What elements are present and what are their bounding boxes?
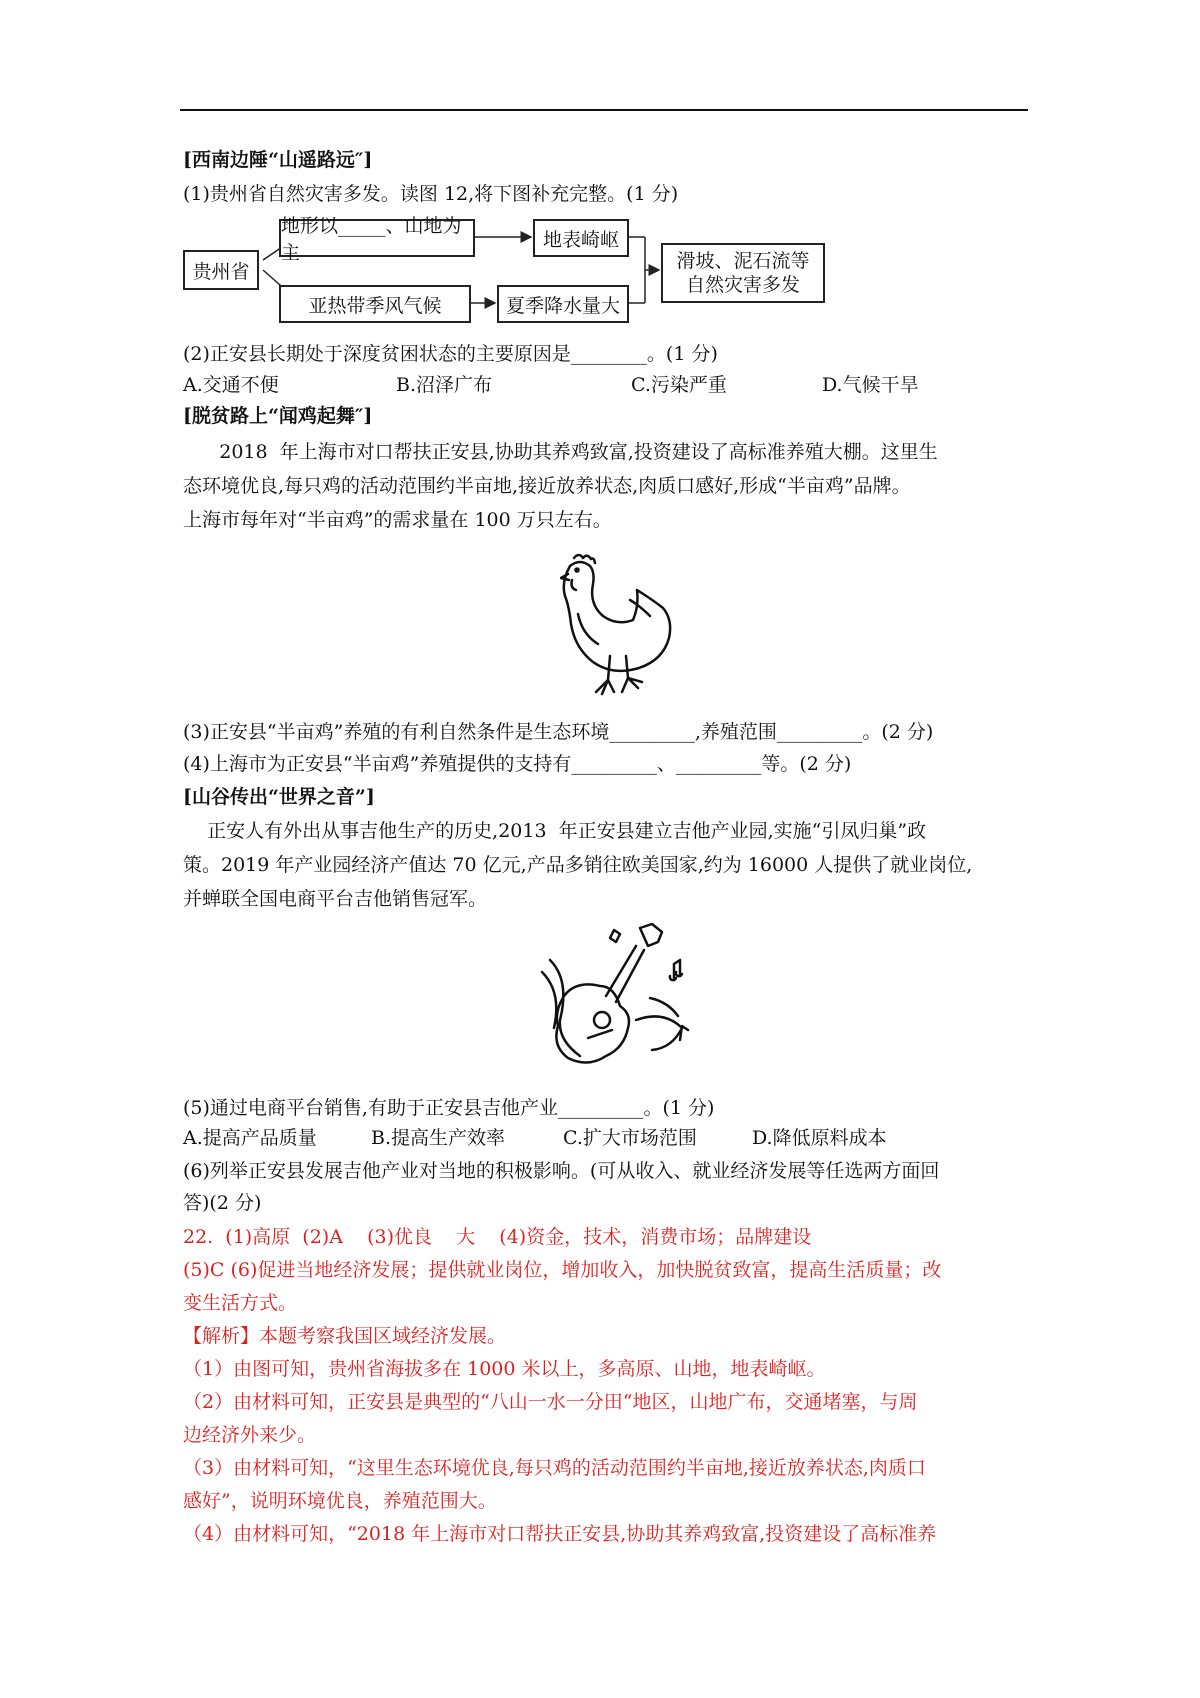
- analysis-4-line-1: （4）由材料可知，“2018 年上海市对口帮扶正安县,协助其养鸡致富,投资建设了高标准养: [183, 1523, 937, 1545]
- sec2-para-line-1: 2018 年上海市对口帮扶正安县,协助其养鸡致富,投资建设了高标准养殖大棚。这里生: [183, 441, 938, 463]
- analysis-3-line-1: （3）由材料可知，“这里生态环境优良,每只鸡的活动范围约半亩地,接近放养状态,肉质口: [183, 1457, 926, 1479]
- box-guizhou: 贵州省: [183, 250, 259, 290]
- analysis-2-line-1: （2）由材料可知，正安县是典型的“八山一水一分田“地区，山地广布，交通堵塞，与周: [183, 1391, 918, 1413]
- sec2-para-line-2: 态环境优良,每只鸡的活动范围约半亩地,接近放养状态,肉质口感好,形成“半亩鸡”品牌。: [183, 475, 911, 497]
- q2-option-c: C.污染严重: [631, 374, 727, 396]
- section-title-1: [西南边陲“山遥路远″]: [183, 149, 373, 171]
- question-3: (3)正安县“半亩鸡”养殖的有利自然条件是生态环境_________,养殖范围_________。(2 分): [183, 721, 934, 743]
- disaster-line-1: 滑坡、泥石流等: [676, 250, 810, 272]
- analysis-3-line-2: 感好”，说明环境优良，养殖范围大。: [183, 1490, 497, 1512]
- answer-line-2: (5)C (6)促进当地经济发展；提供就业岗位，增加收入，加快脱贫致富，提高生活质量；改: [183, 1259, 942, 1281]
- question-4: (4)上海市为正安县“半亩鸡”养殖提供的支持有_________、_________等。(2 分): [183, 753, 852, 775]
- section-title-2: [脱贫路上“闻鸡起舞″]: [183, 405, 373, 427]
- sec3-para-line-3: 并蝉联全国电商平台吉他销售冠军。: [183, 888, 488, 910]
- question-5: (5)通过电商平台销售,有助于正安县吉他产业_________。(1 分): [183, 1097, 715, 1119]
- header-rule: [180, 109, 1028, 111]
- box-climate: 亚热带季风气候: [279, 285, 471, 323]
- question-6-line-2: 答)(2 分): [183, 1192, 262, 1214]
- question-1: (1)贵州省自然灾害多发。读图 12,将下图补充完整。(1 分): [183, 183, 679, 205]
- analysis-heading: 【解析】本题考察我国区域经济发展。: [183, 1325, 507, 1347]
- q2-option-a: A.交通不便: [183, 374, 279, 396]
- analysis-1: （1）由图可知，贵州省海拔多在 1000 米以上，多高原、山地，地表崎岖。: [183, 1358, 826, 1380]
- section-title-3: [山谷传出“世界之音”]: [183, 786, 375, 808]
- q5-option-b: B.提高生产效率: [371, 1127, 506, 1149]
- q5-option-a: A.提高产品质量: [183, 1127, 317, 1149]
- sec2-para-line-3: 上海市每年对“半亩鸡”的需求量在 100 万只左右。: [183, 509, 612, 531]
- chicken-illustration: [560, 552, 690, 700]
- q2-option-b: B.沼泽广布: [396, 374, 493, 396]
- question-2: (2)正安县长期处于深度贫困状态的主要原因是________。(1 分): [183, 343, 718, 365]
- question-6-line-1: (6)列举正安县发展吉他产业对当地的积极影响。(可从收入、就业经济发展等任选两方面回: [183, 1160, 940, 1182]
- q5-option-d: D.降低原料成本: [752, 1127, 887, 1149]
- box-disaster: [661, 243, 825, 303]
- answer-line-3: 变生活方式。: [183, 1292, 298, 1314]
- guitar-illustration: [540, 920, 700, 1068]
- box-terrain: 地形以_____、山地为主: [279, 219, 475, 257]
- flow-diagram: [183, 215, 893, 330]
- box-summer-rain: 夏季降水量大: [497, 285, 629, 323]
- box-rugged: 地表崎岖: [533, 219, 629, 257]
- q2-option-d: D.气候干旱: [822, 374, 919, 396]
- answer-line-1: 22. (1)高原 (2)A (3)优良 大 (4)资金，技术，消费市场；品牌建设: [183, 1226, 812, 1248]
- disaster-line-2: 自然灾害多发: [685, 274, 800, 296]
- sec3-para-line-1: 正安人有外出从事吉他生产的历史,2013 年正安县建立吉他产业园,实施“引凤归巢”政: [183, 820, 927, 842]
- sec3-para-line-2: 策。2019 年产业园经济产值达 70 亿元,产品多销往欧美国家,约为 16000 人提供了就业岗位,: [183, 854, 973, 876]
- analysis-2-line-2: 边经济外来少。: [183, 1424, 317, 1446]
- q5-option-c: C.扩大市场范围: [563, 1127, 697, 1149]
